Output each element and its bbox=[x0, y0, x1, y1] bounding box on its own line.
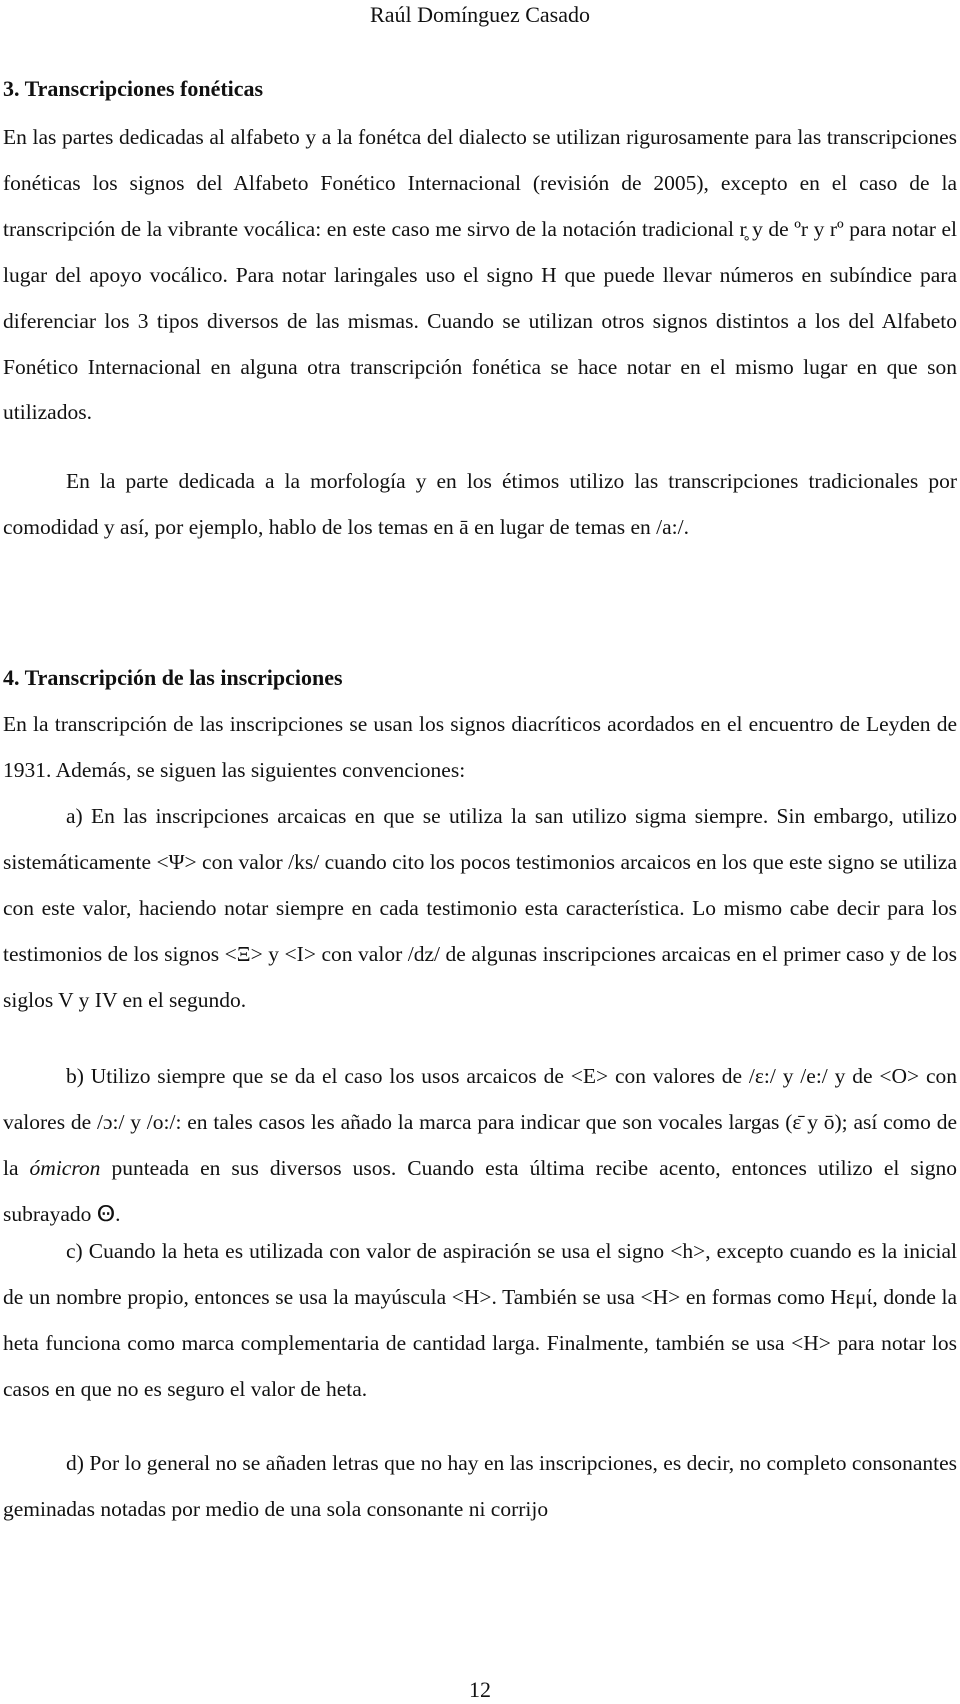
section-3-paragraph-1: En las partes dedicadas al alfabeto y a la fonétca del dialecto se utilizan rigurosamente para las transcripciones fonéticas los signos del Alfabeto Fonético Internacional (revisión de 2005), excepto en el caso de la transcripción de la vibrante vocálica: en este caso me sirvo de la notación tradicional r̥ y de ºr y rº para notar el lugar del apoyo vocálico. Para notar laringales uso el signo H que puede llevar números en subíndice para diferenciar los 3 tipos diversos de las mismas. Cuando se utilizan otros signos distintos a los del Alfabeto Fonético Internacional en alguna otra transcripción fonética se hace notar en el mismo lugar en que son utilizados. bbox=[3, 125, 957, 425]
section-4-heading: 4. Transcripción de las inscripciones bbox=[3, 665, 343, 690]
convention-d-paragraph: d) Por lo general no se añaden letras que no hay en las inscripciones, es decir, no completo consonantes geminadas notadas por medio de una sola consonante ni corrijo bbox=[3, 1451, 957, 1521]
convention-b-text-1: b) Utilizo siempre que se da el caso los usos arcaicos de <E> con valores de /ɛ:/ y /e:/ y de <O> con valores de /ɔ:/ y /o:/: en tales casos les añado la marca para indicar que son vocales largas (ε̄ y ō); así como de la bbox=[3, 1064, 957, 1180]
section-4-intro-paragraph: En la transcripción de las inscripciones se usan los signos diacríticos acordados en el encuentro de Leyden de 1931. Además, se siguen las siguientes convenciones: bbox=[3, 712, 957, 782]
convention-b-text-2: punteada en sus diversos usos. Cuando esta última recibe acento, entonces utilizo el signo subrayado Ꙫ. bbox=[3, 1155, 957, 1226]
page-number: 12 bbox=[469, 1677, 491, 1702]
section-3-heading: 3. Transcripciones fonéticas bbox=[3, 76, 264, 101]
convention-b-paragraph bbox=[3, 1054, 957, 1238]
convention-a-paragraph: a) En las inscripciones arcaicas en que se utiliza la san utilizo sigma siempre. Sin embargo, utilizo sistemáticamente <Ψ> con valor /ks/ cuando cito los pocos testimonios arcaicos en los que este signo se utiliza con este valor, haciendo notar siempre en cada testimonio esta característica. Lo mismo cabe decir para los testimonios de los signos <Ξ> y <Ι> con valor /dz/ de algunas inscripciones arcaicas en el primer caso y de los siglos V y IV en el segundo. bbox=[3, 804, 957, 1012]
omicron-term: ómicron bbox=[29, 1155, 101, 1180]
convention-c-paragraph: c) Cuando la heta es utilizada con valor de aspiración se usa el signo <h>, excepto cuando es la inicial de un nombre propio, entonces se usa la mayúscula <H>. También se usa <H> en formas como Hεμί, donde la heta funciona como marca complementaria de cantidad larga. Finalmente, también se usa <H> para notar los casos en que no es seguro el valor de heta. bbox=[3, 1239, 957, 1401]
running-header: Raúl Domínguez Casado bbox=[370, 2, 590, 27]
section-3-paragraph-2: En la parte dedicada a la morfología y en los étimos utilizo las transcripciones tradicionales por comodidad y así, por ejemplo, hablo de los temas en ā en lugar de temas en /a:/. bbox=[3, 469, 957, 539]
